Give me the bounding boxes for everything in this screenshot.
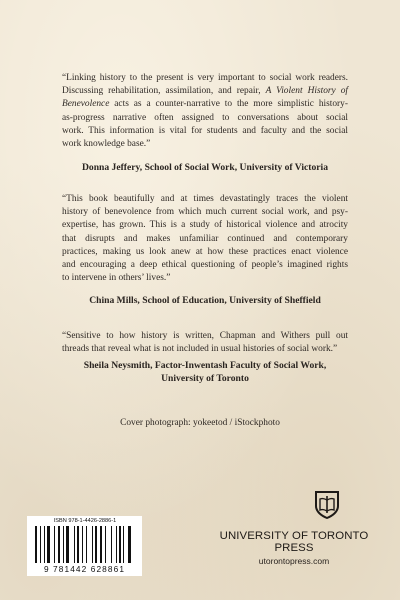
quote-line: work. This information is vital for students and faculty and the social [62, 125, 348, 136]
barcode-bar [116, 526, 117, 563]
attribution-line: Donna Jeffery, School of Social Work, University of Victoria [81, 162, 329, 173]
attribution-line: Sheila Neysmith, Factor-Inwentash Faculty of Social Work, [83, 360, 327, 371]
quote-line: as-progress narrative often assigned to conversations about social [62, 112, 348, 123]
attribution-line: University of Toronto [161, 373, 249, 384]
quote-line: Benevolence acts as a counter-narrative to the more simplistic history- [62, 99, 348, 110]
quote-3-attribution [40, 359, 370, 385]
barcode-bar [128, 526, 131, 563]
barcode-bar [100, 526, 102, 563]
quote-line: work knowledge base.” [62, 139, 151, 150]
quote-line: “Linking history to the present is very important to social work readers. [62, 73, 348, 83]
university-crest-icon [314, 491, 340, 519]
barcode-bar [47, 526, 50, 563]
quote-line: Discussing rehabilitation, assimilation, and repair, A Violent History of [62, 86, 349, 97]
isbn-barcode [27, 516, 142, 576]
isbn-digits: 9 781442 628861 [43, 564, 126, 574]
barcode-bar [40, 526, 41, 563]
barcode-bar [95, 526, 97, 563]
barcode-bars [35, 526, 135, 566]
quote-1-attribution [40, 161, 370, 174]
barcode-bar [82, 526, 83, 563]
quote-2-attribution [40, 294, 370, 307]
quote-line: “This book beautifully and at times devastatingly traces the violent [62, 194, 348, 204]
quote-line: and encouraging a deep ethical questioning of people’s imagined rights [62, 260, 348, 271]
barcode-bar [58, 526, 60, 563]
quote-line: threads that reveal what is not included in usual histories of social work.” [62, 344, 338, 355]
barcode-bar [119, 526, 121, 563]
quote-line: expertise, has grown. This is a study of historical violence and atrocity [62, 220, 348, 231]
quote-line: that disrupts and makes unfamiliar continued and contemporary [62, 233, 348, 244]
isbn-label: ISBN 978-1-4426-2886-1 [53, 518, 117, 524]
barcode-bar [123, 526, 124, 563]
barcode-bar [63, 526, 64, 563]
barcode-bar [111, 526, 112, 563]
barcode-bar [86, 526, 87, 563]
barcode-bar [77, 526, 79, 563]
cover-photo-credit: Cover photograph: yokeetod / iStockphoto [120, 418, 280, 428]
attribution-line: China Mills, School of Education, University of Sheffield [89, 295, 321, 306]
quote-3 [62, 330, 348, 356]
barcode-bar [35, 526, 37, 563]
quote-line: “Sensitive to how history is written, Chapman and Withers pull out [62, 331, 348, 341]
barcode-bar [66, 526, 69, 563]
quote-1 [62, 72, 348, 151]
quote-line: history of benevolence from which much current social work, and psy- [62, 207, 348, 218]
quote-2 [62, 193, 348, 285]
barcode-bar [54, 526, 55, 563]
barcode-bar [92, 526, 93, 563]
quote-line: to intervene in others’ lives.” [62, 273, 171, 284]
publisher-url[interactable]: utorontopress.com [258, 556, 330, 566]
barcode-bar [105, 526, 106, 563]
quote-line: practices, making us look anew at how these practices enact violence [62, 246, 348, 257]
barcode-bar [44, 526, 45, 563]
publisher-name: UNIVERSITY OF TORONTO PRESS [219, 530, 369, 554]
barcode-bar [74, 526, 75, 563]
